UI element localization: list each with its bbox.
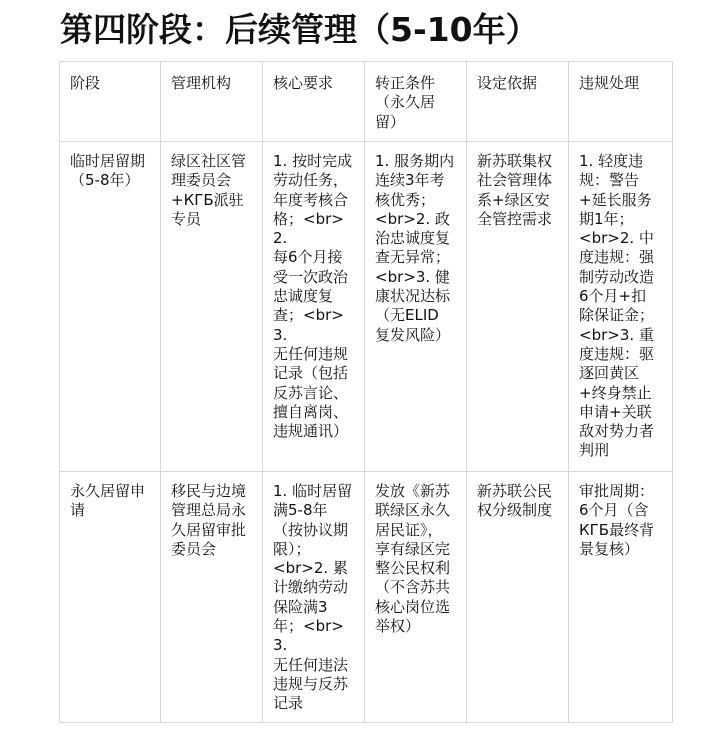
table-cell: 新苏联公民 权分级制度 [467,472,569,723]
management-table [59,61,673,723]
page-title: 第四阶段：后续管理（5-10年） [60,10,539,49]
table-cell: 永久居留申 请 [60,472,161,723]
table-header-row [60,62,673,142]
table-cell: 审批周期： 6个月（含 КГБ最终背 景复核） [569,472,673,723]
table-cell: 1. 按时完成 劳动任务， 年度考核合 格；<br>2. 每6个月接 受一次政治 忠诚度复 查；<br>3. 无任何违规 记录（包括 反苏言论、 擅自离岗、 违规通讯） [263,142,365,472]
table-cell: 1. 临时居留 满5-8年 （按协议期 限）； <br>2. 累 计缴纳劳动 保险满3 年；<br>3. 无任何违法 违规与反苏 记录 [263,472,365,723]
table-cell: 移民与边境 管理总局永 久居留审批 委员会 [161,472,263,723]
table-row [60,142,673,472]
table-cell: 1. 轻度违 规：警告 +延长服务 期1年； <br>2. 中 度违规：强 制劳动改造 6个月+扣 除保证金； <br>3. 重 度违规：驱 逐回黄区 +终身禁止 申请+关联 敌对势力者 判刑 [569,142,673,472]
table-cell: 临时居留期 （5-8年） [60,142,161,472]
header-conversion-conditions: 转正条件 （永久居 留） [365,62,467,142]
table-cell: 新苏联集权 社会管理体 系+绿区安 全管控需求 [467,142,569,472]
table-cell: 1. 服务期内 连续3年考 核优秀； <br>2. 政 治忠诚度复 查无异常； <br>3. 健 康状况达标 （无ELID 复发风险） [365,142,467,472]
header-stage: 阶段 [60,62,161,142]
header-core-requirements: 核心要求 [263,62,365,142]
table-cell: 绿区社区管 理委员会 +КГБ派驻 专员 [161,142,263,472]
header-violation-handling: 违规处理 [569,62,673,142]
table-cell: 发放《新苏 联绿区永久 居民证》， 享有绿区完 整公民权利 （不含苏共 核心岗位选 举权） [365,472,467,723]
header-agency: 管理机构 [161,62,263,142]
table-row [60,472,673,723]
header-basis: 设定依据 [467,62,569,142]
